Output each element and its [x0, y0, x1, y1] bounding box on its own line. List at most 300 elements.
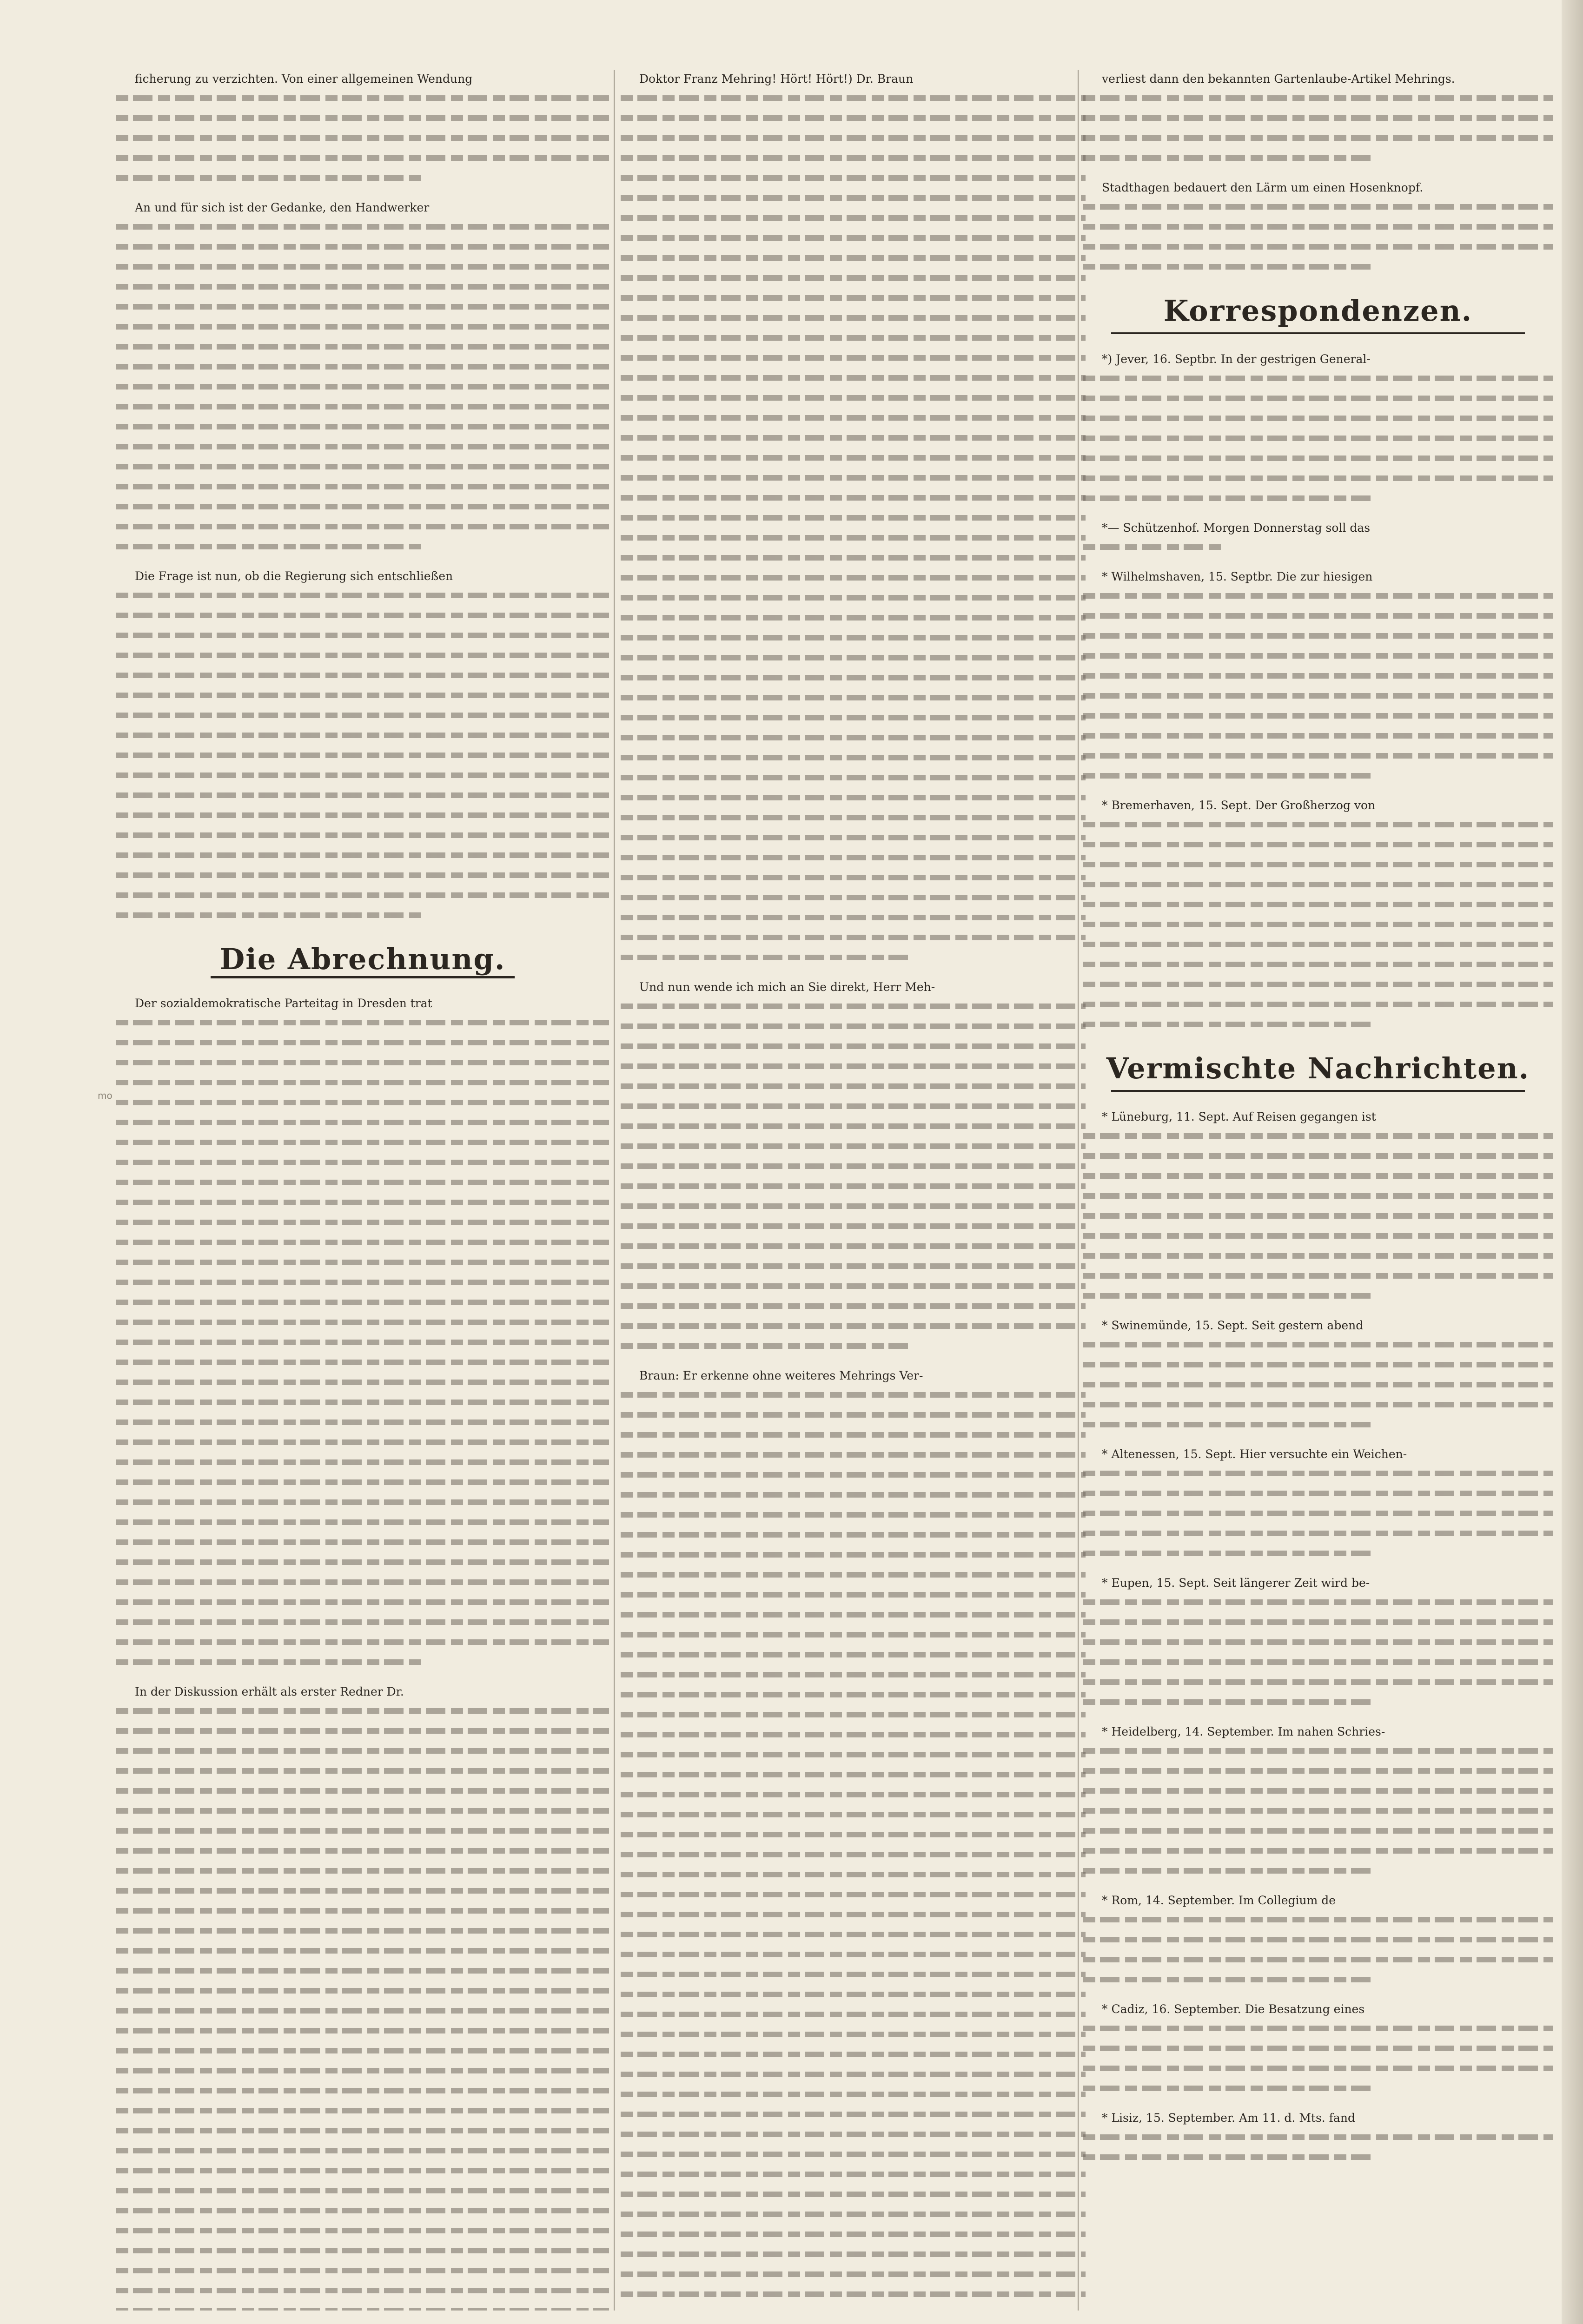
text-column-left	[116, 70, 609, 2311]
text-line	[621, 2045, 1086, 2065]
text-line	[1083, 1335, 1553, 1355]
text-line	[116, 2101, 609, 2121]
text-line	[116, 2001, 609, 2021]
text-line	[116, 2221, 609, 2241]
text-line	[621, 2245, 1086, 2265]
text-line	[621, 1485, 1086, 1505]
text-line	[1083, 449, 1553, 469]
text-line	[621, 1865, 1086, 1885]
text-line	[116, 905, 609, 925]
article-paragraph	[621, 70, 1086, 968]
text-line	[116, 1433, 609, 1452]
text-line	[116, 1452, 609, 1472]
text-line	[1083, 895, 1553, 915]
text-line	[116, 845, 609, 865]
text-line	[1083, 1612, 1553, 1632]
text-line	[116, 885, 609, 905]
text-line	[116, 497, 609, 517]
article-paragraph	[621, 978, 1086, 1356]
text-line	[116, 1921, 609, 1941]
text-line	[1083, 1761, 1553, 1781]
text-line	[1083, 237, 1553, 257]
text-line	[116, 1053, 609, 1073]
text-line	[621, 1505, 1086, 1525]
text-line	[116, 1353, 609, 1373]
text-line	[116, 865, 609, 885]
text-line	[116, 2041, 609, 2061]
text-line	[116, 1981, 609, 2001]
text-line	[1083, 606, 1553, 626]
text-line	[1083, 489, 1553, 508]
text-line	[116, 2241, 609, 2261]
text-line	[1083, 1841, 1553, 1861]
text-line	[1083, 666, 1553, 686]
text-line	[621, 1017, 1086, 1037]
text-line	[621, 2225, 1086, 2245]
text-line	[116, 2261, 609, 2281]
text-line	[1083, 1166, 1553, 1186]
text-line	[1083, 1226, 1553, 1246]
article-paragraph	[116, 1683, 609, 2311]
text-line	[116, 2281, 609, 2301]
text-line	[1083, 766, 1553, 786]
text-line	[116, 1073, 609, 1093]
text-line	[116, 1472, 609, 1492]
paragraph-first-line: * Lüneburg, 11. Sept. Auf Reisen gegangen ist	[1102, 1110, 1376, 1123]
section-heading-text: Die Abrechnung.	[211, 942, 515, 978]
text-line	[621, 1705, 1086, 1725]
text-line	[621, 1196, 1086, 1216]
text-line	[116, 337, 609, 357]
text-line	[1083, 1781, 1553, 1801]
text-line	[621, 288, 1086, 308]
paragraph-first-line: * Rom, 14. September. Im Collegium de	[1102, 1894, 1336, 1907]
text-line	[621, 1605, 1086, 1625]
text-line	[1083, 1395, 1553, 1415]
paragraph-first-line: Stadthagen bedauert den Lärm um einen Hosenknopf.	[1102, 181, 1424, 194]
text-line	[116, 1393, 609, 1413]
text-line	[621, 1037, 1086, 1056]
paragraph-first-line: *— Schützenhof. Morgen Donnerstag soll das	[1102, 521, 1371, 535]
text-line	[1083, 2079, 1553, 2099]
text-line	[621, 628, 1086, 648]
text-line	[1083, 995, 1553, 1015]
text-line	[1083, 646, 1553, 666]
paragraph-first-line: In der Diskussion erhält als erster Redner Dr.	[135, 1685, 404, 1698]
text-line	[116, 1941, 609, 1961]
text-line	[116, 626, 609, 646]
text-line	[116, 2141, 609, 2161]
text-line	[621, 908, 1086, 928]
text-line	[621, 468, 1086, 488]
text-line	[116, 417, 609, 437]
text-line	[621, 1725, 1086, 1745]
text-line	[621, 1116, 1086, 1136]
section-heading	[1083, 294, 1553, 334]
paragraph-first-line: * Swinemünde, 15. Sept. Seit gestern abend	[1102, 1319, 1364, 1332]
text-line	[621, 408, 1086, 428]
text-line	[621, 328, 1086, 348]
text-line	[1083, 257, 1553, 277]
text-line	[1083, 537, 1553, 557]
text-line	[621, 997, 1086, 1017]
text-line	[1083, 746, 1553, 766]
text-line	[621, 1445, 1086, 1465]
text-line	[621, 528, 1086, 548]
text-line	[621, 948, 1086, 968]
text-line	[621, 728, 1086, 748]
article-paragraph	[1083, 1316, 1553, 1435]
text-line	[116, 1741, 609, 1761]
text-line	[621, 1945, 1086, 1965]
text-line	[621, 1296, 1086, 1316]
paragraph-first-line: * Wilhelmshaven, 15. Septbr. Die zur hiesigen	[1102, 570, 1373, 583]
text-column-right	[1083, 70, 1553, 2311]
paragraph-first-line: Doktor Franz Mehring! Hört! Hört!) Dr. Braun	[639, 72, 914, 86]
text-line	[1083, 855, 1553, 875]
text-line	[621, 548, 1086, 568]
text-line	[116, 1532, 609, 1552]
text-line	[116, 786, 609, 805]
text-line	[621, 188, 1086, 208]
text-line	[116, 746, 609, 766]
text-line	[116, 537, 609, 557]
text-line	[116, 1033, 609, 1053]
text-line	[621, 1565, 1086, 1585]
text-line	[116, 726, 609, 746]
text-line	[621, 848, 1086, 868]
text-line	[621, 928, 1086, 948]
text-line	[1083, 1861, 1553, 1881]
paragraph-first-line: Der sozialdemokratische Parteitag in Dresden trat	[135, 997, 432, 1010]
text-line	[1083, 2147, 1553, 2167]
text-line	[1083, 1524, 1553, 1544]
text-line	[1083, 875, 1553, 895]
text-line	[621, 448, 1086, 468]
text-line	[1083, 389, 1553, 409]
text-line	[621, 1985, 1086, 2005]
section-heading	[116, 942, 609, 978]
text-line	[1083, 1015, 1553, 1035]
paragraph-first-line: Die Frage ist nun, ob die Regierung sich entschließen	[135, 569, 453, 583]
text-line	[116, 257, 609, 277]
text-line	[116, 1821, 609, 1841]
text-line	[1083, 217, 1553, 237]
article-paragraph	[116, 198, 609, 557]
text-line	[621, 1925, 1086, 1945]
text-line	[621, 2005, 1086, 2025]
text-line	[621, 2265, 1086, 2284]
text-line	[1083, 1970, 1553, 1990]
text-line	[1083, 1544, 1553, 1564]
text-line	[621, 308, 1086, 328]
text-line	[116, 1721, 609, 1741]
text-line	[1083, 2059, 1553, 2079]
text-line	[116, 1652, 609, 1672]
text-line	[116, 1552, 609, 1572]
text-line	[1083, 1801, 1553, 1821]
text-line	[1083, 1484, 1553, 1504]
text-line	[621, 268, 1086, 288]
text-line	[1083, 1741, 1553, 1761]
text-line	[621, 2284, 1086, 2304]
text-line	[1083, 975, 1553, 995]
text-line	[116, 1253, 609, 1273]
column-rule	[614, 70, 615, 2311]
text-line	[1083, 706, 1553, 726]
text-line	[116, 1572, 609, 1592]
text-line	[1083, 1652, 1553, 1672]
text-line	[1083, 626, 1553, 646]
text-line	[1083, 469, 1553, 489]
text-line	[621, 88, 1086, 108]
text-line	[1083, 108, 1553, 128]
section-heading-text: Korrespondenzen.	[1163, 294, 1473, 328]
text-line	[116, 477, 609, 497]
text-line	[116, 1093, 609, 1113]
text-line	[116, 317, 609, 337]
text-line	[116, 686, 609, 706]
text-line	[621, 1176, 1086, 1196]
paragraph-first-line: * Eupen, 15. Sept. Seit längerer Zeit wird be-	[1102, 1576, 1370, 1590]
text-line	[1083, 1206, 1553, 1226]
text-line	[1083, 2019, 1553, 2039]
paragraph-first-line: *) Jever, 16. Septbr. In der gestrigen General-	[1102, 352, 1371, 366]
text-line	[116, 217, 609, 237]
text-line	[621, 768, 1086, 788]
text-line	[116, 1013, 609, 1033]
text-line	[1083, 128, 1553, 148]
text-line	[621, 688, 1086, 708]
text-line	[116, 1801, 609, 1821]
text-line	[621, 1336, 1086, 1356]
text-line	[621, 708, 1086, 728]
text-line	[116, 1153, 609, 1173]
text-line	[1083, 1464, 1553, 1484]
text-line	[116, 825, 609, 845]
text-line	[621, 108, 1086, 128]
text-line	[1083, 409, 1553, 429]
text-line	[1083, 88, 1553, 108]
paragraph-first-line: Braun: Er erkenne ohne weiteres Mehrings Ver-	[639, 1369, 923, 1382]
text-line	[116, 2181, 609, 2201]
text-line	[116, 437, 609, 457]
text-line	[116, 646, 609, 666]
text-line	[116, 128, 609, 148]
text-line	[116, 297, 609, 317]
text-line	[621, 1216, 1086, 1236]
text-line	[1083, 1146, 1553, 1166]
text-line	[116, 1841, 609, 1861]
text-line	[621, 1645, 1086, 1665]
text-line	[621, 1136, 1086, 1156]
text-line	[621, 1465, 1086, 1485]
section-heading	[1083, 1051, 1553, 1092]
text-line	[621, 1056, 1086, 1076]
text-line	[1083, 1672, 1553, 1692]
text-line	[116, 397, 609, 417]
text-line	[116, 1881, 609, 1901]
article-paragraph	[1083, 2000, 1553, 2099]
text-line	[116, 277, 609, 297]
text-line	[116, 2021, 609, 2041]
text-line	[116, 1701, 609, 1721]
text-line	[1083, 1375, 1553, 1395]
text-line	[1083, 1504, 1553, 1524]
text-column-middle	[621, 70, 1086, 2311]
text-line	[621, 1525, 1086, 1545]
text-line	[116, 766, 609, 786]
text-line	[621, 1276, 1086, 1296]
text-line	[621, 888, 1086, 908]
paragraph-first-line: * Lisiz, 15. September. Am 11. d. Mts. fand	[1102, 2111, 1355, 2125]
text-line	[621, 1625, 1086, 1645]
paragraph-first-line: An und für sich ist der Gedanke, den Handwerker	[135, 201, 430, 214]
text-line	[621, 348, 1086, 368]
text-line	[116, 1413, 609, 1433]
text-line	[621, 488, 1086, 508]
text-line	[621, 148, 1086, 168]
text-line	[621, 1785, 1086, 1805]
text-line	[621, 828, 1086, 848]
text-line	[1083, 1950, 1553, 1970]
text-line	[116, 2201, 609, 2221]
paragraph-first-line: * Altenessen, 15. Sept. Hier versuchte ein Weichen-	[1102, 1447, 1407, 1461]
text-line	[621, 1885, 1086, 1905]
text-line	[116, 1233, 609, 1253]
text-line	[1083, 1186, 1553, 1206]
text-line	[621, 128, 1086, 148]
margin-note: mo	[98, 1090, 113, 1101]
text-line	[116, 148, 609, 168]
text-line	[1083, 815, 1553, 835]
text-line	[1083, 935, 1553, 955]
text-line	[116, 1861, 609, 1881]
text-line	[621, 1665, 1086, 1685]
text-line	[116, 1113, 609, 1133]
text-line	[621, 2205, 1086, 2225]
text-line	[116, 88, 609, 108]
paragraph-first-line: ficherung zu verzichten. Von einer allgemeinen Wendung	[135, 72, 473, 86]
text-line	[621, 1076, 1086, 1096]
text-line	[1083, 2127, 1553, 2147]
text-line	[1083, 1910, 1553, 1930]
text-line	[116, 237, 609, 257]
text-line	[621, 1845, 1086, 1865]
paragraph-first-line: * Heidelberg, 14. September. Im nahen Schries-	[1102, 1725, 1385, 1738]
article-paragraph	[1083, 2109, 1553, 2167]
text-line	[621, 428, 1086, 448]
text-line	[116, 457, 609, 477]
article-paragraph	[1083, 568, 1553, 786]
text-line	[116, 805, 609, 825]
text-line	[621, 1256, 1086, 1276]
text-line	[621, 1825, 1086, 1845]
text-line	[116, 1273, 609, 1293]
article-paragraph	[1083, 1723, 1553, 1881]
text-line	[1083, 1246, 1553, 1266]
text-line	[1083, 2039, 1553, 2059]
article-paragraph	[621, 1367, 1086, 2311]
text-line	[116, 1761, 609, 1781]
text-line	[116, 377, 609, 397]
text-line	[1083, 197, 1553, 217]
text-line	[116, 1612, 609, 1632]
text-line	[116, 2121, 609, 2141]
text-line	[116, 1133, 609, 1153]
text-line	[621, 1585, 1086, 1605]
text-line	[116, 586, 609, 606]
text-line	[1083, 1592, 1553, 1612]
text-line	[621, 2304, 1086, 2311]
article-paragraph	[116, 567, 609, 925]
article-paragraph	[1083, 178, 1553, 277]
article-paragraph	[1083, 519, 1553, 557]
text-line	[116, 517, 609, 537]
text-line	[116, 2161, 609, 2181]
text-line	[621, 1745, 1086, 1765]
text-line	[1083, 726, 1553, 746]
text-line	[621, 648, 1086, 668]
text-line	[621, 2185, 1086, 2205]
text-line	[621, 668, 1086, 688]
text-line	[621, 1965, 1086, 1985]
text-line	[621, 1156, 1086, 1176]
text-line	[621, 2165, 1086, 2185]
article-paragraph	[1083, 1574, 1553, 1712]
text-line	[116, 1293, 609, 1313]
article-paragraph	[1083, 350, 1553, 508]
paragraph-first-line: * Cadiz, 16. September. Die Besatzung eines	[1102, 2002, 1365, 2016]
text-line	[621, 1385, 1086, 1405]
text-line	[621, 1905, 1086, 1925]
text-line	[1083, 915, 1553, 935]
article-paragraph	[1083, 1445, 1553, 1564]
text-line	[621, 568, 1086, 588]
text-line	[621, 228, 1086, 248]
paragraph-first-line: verliest dann den bekannten Gartenlaube-Artikel Mehrings.	[1102, 72, 1455, 86]
text-line	[116, 1313, 609, 1333]
text-line	[116, 606, 609, 626]
text-line	[621, 168, 1086, 188]
text-line	[116, 2301, 609, 2311]
text-line	[621, 1425, 1086, 1445]
text-line	[1083, 686, 1553, 706]
text-line	[1083, 1286, 1553, 1306]
text-line	[116, 1492, 609, 1512]
text-line	[116, 1512, 609, 1532]
text-line	[116, 2061, 609, 2081]
text-line	[116, 1193, 609, 1213]
text-line	[621, 1096, 1086, 1116]
text-line	[621, 1236, 1086, 1256]
text-line	[1083, 1126, 1553, 1146]
text-line	[621, 2025, 1086, 2045]
text-line	[621, 1405, 1086, 1425]
text-line	[1083, 1415, 1553, 1435]
text-line	[621, 748, 1086, 768]
text-line	[1083, 1930, 1553, 1950]
text-line	[116, 1173, 609, 1193]
text-line	[621, 508, 1086, 528]
text-line	[621, 1545, 1086, 1565]
article-paragraph	[116, 994, 609, 1672]
text-line	[621, 868, 1086, 888]
text-line	[1083, 429, 1553, 449]
text-line	[116, 1592, 609, 1612]
text-line	[621, 808, 1086, 828]
heading-rule	[1111, 1090, 1525, 1092]
